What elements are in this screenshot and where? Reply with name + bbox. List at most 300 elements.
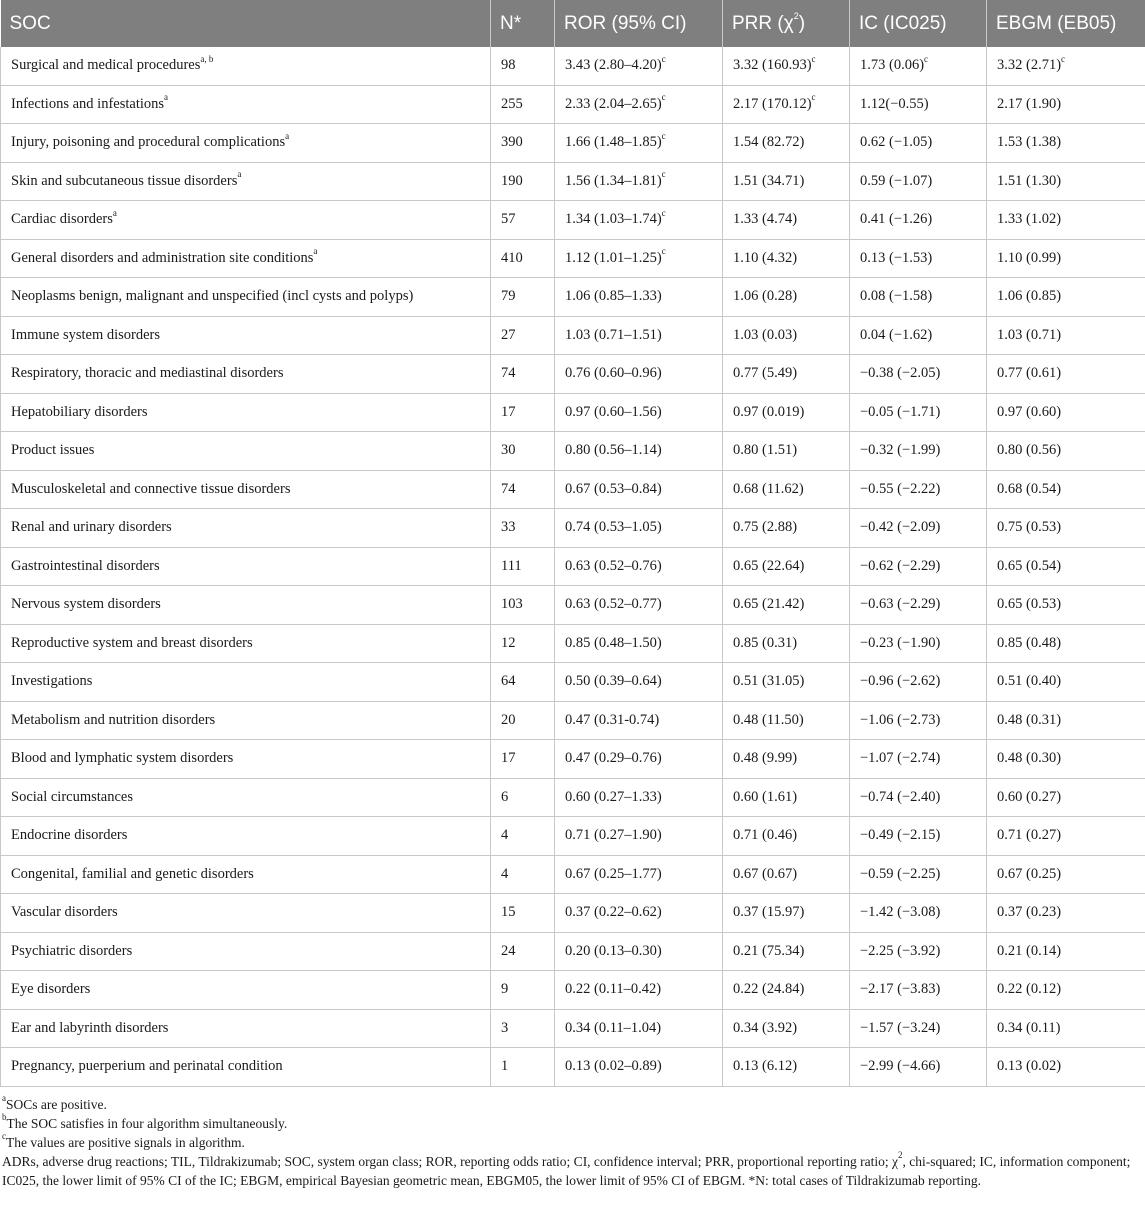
cell-ror-text: 0.71 (0.27–1.90) <box>565 827 662 844</box>
cell-soc <box>1 624 491 663</box>
table-row <box>1 778 1145 817</box>
cell-ror <box>555 663 723 702</box>
cell-soc-text: Musculoskeletal and connective tissue disorders <box>11 480 291 497</box>
cell-prr <box>723 624 850 663</box>
cell-ror-text: 0.47 (0.29–0.76) <box>565 750 662 767</box>
cell-n-text: 9 <box>501 981 509 998</box>
cell-ebgm <box>987 855 1145 894</box>
cell-prr <box>723 1009 850 1048</box>
cell-ebgm-text: 0.77 (0.61) <box>997 365 1062 382</box>
cell-ic-text: −0.23 (−1.90) <box>860 634 941 651</box>
cell-ebgm <box>987 278 1145 317</box>
cell-ebgm <box>987 162 1145 201</box>
footnote-a <box>2 1095 1143 1114</box>
cell-soc-text: Immune system disorders <box>11 326 161 343</box>
cell-soc <box>1 316 491 355</box>
cell-soc-text: Psychiatric disorders <box>11 942 133 959</box>
cell-n-text: 64 <box>501 673 516 690</box>
cell-ror-text: 1.06 (0.85–1.33) <box>565 288 662 305</box>
cell-ic <box>850 778 987 817</box>
cell-prr-text: 1.06 (0.28) <box>733 288 798 305</box>
abbr-part1: ADRs, adverse drug reactions; TIL, Tildrakizumab; SOC, system organ class; ROR, reporting odds ratio; CI, confidence interval; PRR, proportional reporting ratio; χ <box>2 1153 898 1169</box>
cell-soc <box>1 740 491 779</box>
cell-ic <box>850 624 987 663</box>
cell-n-text: 30 <box>501 442 516 459</box>
cell-ror <box>555 124 723 163</box>
cell-ror-text: 0.63 (0.52–0.76) <box>565 557 662 574</box>
cell-prr-text: 1.51 (34.71) <box>733 172 805 189</box>
cell-soc-footnote-mark: a <box>112 207 117 218</box>
cell-ror <box>555 1048 723 1087</box>
header-prr-post: ) <box>798 12 806 34</box>
cell-ror-text: 0.63 (0.52–0.77) <box>565 596 662 613</box>
cell-n <box>491 1009 555 1048</box>
cell-n <box>491 316 555 355</box>
cell-ror <box>555 894 723 933</box>
cell-n-text: 15 <box>501 904 516 921</box>
cell-ebgm-text: 1.53 (1.38) <box>997 134 1062 151</box>
cell-soc-text: Endocrine disorders <box>11 827 128 844</box>
cell-soc-text: Neoplasms benign, malignant and unspecified (incl cysts and polyps) <box>11 288 414 305</box>
cell-ror-text: 0.85 (0.48–1.50) <box>565 634 662 651</box>
cell-ror <box>555 47 723 85</box>
table-row <box>1 701 1145 740</box>
cell-ic <box>850 432 987 471</box>
cell-ic-text: −0.42 (−2.09) <box>860 519 941 536</box>
cell-n-text: 20 <box>501 711 516 728</box>
cell-prr <box>723 778 850 817</box>
cell-prr <box>723 124 850 163</box>
footnote-b <box>2 1114 1143 1133</box>
cell-ebgm-footnote-mark: c <box>1061 53 1066 64</box>
cell-soc <box>1 932 491 971</box>
cell-n <box>491 278 555 317</box>
cell-n <box>491 124 555 163</box>
cell-ror-text: 0.20 (0.13–0.30) <box>565 942 662 959</box>
cell-prr-text: 0.48 (11.50) <box>733 711 804 728</box>
cell-ic <box>850 124 987 163</box>
cell-soc-text: Skin and subcutaneous tissue disorders <box>11 172 238 189</box>
table-row <box>1 432 1145 471</box>
cell-n <box>491 47 555 85</box>
cell-soc <box>1 701 491 740</box>
cell-n <box>491 855 555 894</box>
cell-ebgm <box>987 239 1145 278</box>
cell-soc-text: Ear and labyrinth disorders <box>11 1019 169 1036</box>
header-ror: ROR (95% CI) <box>555 0 723 47</box>
cell-prr-text: 0.77 (5.49) <box>733 365 798 382</box>
cell-soc <box>1 124 491 163</box>
cell-ror-footnote-mark: c <box>661 169 666 180</box>
cell-ic-text: −0.55 (−2.22) <box>860 480 941 497</box>
cell-prr-text: 0.67 (0.67) <box>733 865 798 882</box>
cell-ror <box>555 509 723 548</box>
cell-ebgm-text: 0.85 (0.48) <box>997 634 1062 651</box>
cell-n-text: 4 <box>501 827 509 844</box>
table-row <box>1 47 1145 85</box>
cell-ebgm-text: 0.97 (0.60) <box>997 403 1062 420</box>
cell-ror <box>555 470 723 509</box>
cell-soc <box>1 547 491 586</box>
cell-ror-text: 0.50 (0.39–0.64) <box>565 673 662 690</box>
cell-ebgm-text: 1.10 (0.99) <box>997 249 1062 266</box>
cell-ror-footnote-mark: c <box>661 246 666 257</box>
cell-prr <box>723 663 850 702</box>
cell-prr-text: 0.85 (0.31) <box>733 634 798 651</box>
cell-prr <box>723 509 850 548</box>
cell-ror <box>555 316 723 355</box>
header-row <box>1 0 1145 47</box>
cell-ic <box>850 239 987 278</box>
cell-soc-text: Nervous system disorders <box>11 596 161 613</box>
cell-n <box>491 894 555 933</box>
cell-n-text: 79 <box>501 288 516 305</box>
cell-ebgm-text: 1.03 (0.71) <box>997 326 1062 343</box>
cell-ebgm <box>987 778 1145 817</box>
cell-ebgm-text: 0.80 (0.56) <box>997 442 1062 459</box>
cell-n-text: 390 <box>501 134 523 151</box>
cell-prr-text: 0.71 (0.46) <box>733 827 798 844</box>
cell-ror-footnote-mark: c <box>661 53 666 64</box>
cell-n-text: 98 <box>501 57 516 74</box>
cell-ror-footnote-mark: c <box>661 92 666 103</box>
cell-ebgm-text: 2.17 (1.90) <box>997 95 1062 112</box>
cell-soc <box>1 278 491 317</box>
cell-prr-text: 0.37 (15.97) <box>733 904 805 921</box>
cell-soc-text: Blood and lymphatic system disorders <box>11 750 234 767</box>
cell-n-text: 27 <box>501 326 516 343</box>
cell-soc <box>1 85 491 124</box>
cell-n-text: 6 <box>501 788 509 805</box>
cell-ror <box>555 162 723 201</box>
cell-n <box>491 201 555 240</box>
cell-soc <box>1 509 491 548</box>
cell-ic-text: −0.63 (−2.29) <box>860 596 941 613</box>
cell-soc-text: Eye disorders <box>11 981 91 998</box>
cell-ebgm <box>987 47 1145 85</box>
cell-ic-text: 0.59 (−1.07) <box>860 172 933 189</box>
table-row <box>1 894 1145 933</box>
cell-n <box>491 509 555 548</box>
cell-soc <box>1 393 491 432</box>
cell-ebgm <box>987 701 1145 740</box>
cell-prr <box>723 278 850 317</box>
cell-prr <box>723 162 850 201</box>
cell-prr-text: 2.17 (170.12) <box>733 95 812 112</box>
cell-n-text: 24 <box>501 942 516 959</box>
cell-soc-footnote-mark: a <box>237 169 242 180</box>
abbr-sup: 2 <box>897 1150 903 1161</box>
cell-soc <box>1 663 491 702</box>
cell-ror-text: 0.13 (0.02–0.89) <box>565 1058 662 1075</box>
cell-ic-text: −0.74 (−2.40) <box>860 788 941 805</box>
cell-ic-text: −0.38 (−2.05) <box>860 365 941 382</box>
cell-ic-text: −2.99 (−4.66) <box>860 1058 941 1075</box>
cell-ror <box>555 393 723 432</box>
cell-soc-text: Renal and urinary disorders <box>11 519 172 536</box>
cell-ror <box>555 355 723 394</box>
cell-ebgm-text: 0.75 (0.53) <box>997 519 1062 536</box>
cell-ror <box>555 85 723 124</box>
cell-prr-text: 0.51 (31.05) <box>733 673 805 690</box>
cell-n <box>491 470 555 509</box>
cell-ebgm-text: 0.51 (0.40) <box>997 673 1062 690</box>
cell-n <box>491 1048 555 1087</box>
cell-soc-footnote-mark: a <box>313 246 318 257</box>
cell-n <box>491 971 555 1010</box>
cell-ror-text: 1.66 (1.48–1.85) <box>565 134 662 151</box>
cell-ebgm <box>987 124 1145 163</box>
table-row <box>1 932 1145 971</box>
cell-n-text: 410 <box>501 249 523 266</box>
table-row <box>1 1009 1145 1048</box>
cell-prr-text: 0.65 (21.42) <box>733 596 805 613</box>
cell-soc-text: General disorders and administration site conditions <box>11 249 314 266</box>
cell-ror <box>555 740 723 779</box>
cell-ebgm-text: 0.48 (0.30) <box>997 750 1062 767</box>
cell-ic-text: −0.96 (−2.62) <box>860 673 941 690</box>
cell-n <box>491 740 555 779</box>
table-row <box>1 316 1145 355</box>
cell-ebgm <box>987 740 1145 779</box>
table-body <box>1 47 1145 1086</box>
table-row <box>1 663 1145 702</box>
cell-soc <box>1 201 491 240</box>
cell-prr-text: 0.80 (1.51) <box>733 442 798 459</box>
table-header <box>1 0 1145 47</box>
cell-ebgm <box>987 663 1145 702</box>
cell-n <box>491 355 555 394</box>
cell-ror-text: 0.37 (0.22–0.62) <box>565 904 662 921</box>
cell-ebgm-text: 3.32 (2.71) <box>997 57 1062 74</box>
cell-ror <box>555 932 723 971</box>
cell-ic <box>850 701 987 740</box>
cell-soc <box>1 855 491 894</box>
cell-prr <box>723 586 850 625</box>
abbreviations-note <box>2 1152 1143 1190</box>
cell-n <box>491 393 555 432</box>
table-row <box>1 855 1145 894</box>
cell-prr-text: 0.65 (22.64) <box>733 557 805 574</box>
cell-soc <box>1 239 491 278</box>
cell-ebgm-text: 1.06 (0.85) <box>997 288 1062 305</box>
cell-ror-text: 0.60 (0.27–1.33) <box>565 788 662 805</box>
cell-ic <box>850 817 987 856</box>
cell-prr-text: 0.75 (2.88) <box>733 519 798 536</box>
footnote-b-mark: b <box>2 1112 7 1123</box>
cell-soc <box>1 586 491 625</box>
cell-ror-text: 0.80 (0.56–1.14) <box>565 442 662 459</box>
cell-ic <box>850 47 987 85</box>
cell-prr-text: 0.97 (0.019) <box>733 403 805 420</box>
cell-ic <box>850 278 987 317</box>
cell-ebgm <box>987 547 1145 586</box>
cell-soc-text: Metabolism and nutrition disorders <box>11 711 216 728</box>
cell-n <box>491 817 555 856</box>
cell-prr <box>723 316 850 355</box>
cell-ic <box>850 855 987 894</box>
cell-n-text: 17 <box>501 750 516 767</box>
table-row <box>1 470 1145 509</box>
cell-ic <box>850 162 987 201</box>
cell-prr-text: 0.22 (24.84) <box>733 981 805 998</box>
cell-ebgm-text: 0.68 (0.54) <box>997 480 1062 497</box>
cell-ebgm-text: 0.21 (0.14) <box>997 942 1062 959</box>
cell-ic <box>850 547 987 586</box>
cell-prr <box>723 817 850 856</box>
cell-n-text: 12 <box>501 634 516 651</box>
cell-soc <box>1 1009 491 1048</box>
cell-soc-text: Product issues <box>11 442 95 459</box>
cell-n-text: 74 <box>501 365 516 382</box>
cell-soc-text: Social circumstances <box>11 788 133 805</box>
cell-ic-text: 0.13 (−1.53) <box>860 249 933 266</box>
cell-ror <box>555 278 723 317</box>
cell-n-text: 57 <box>501 211 516 228</box>
cell-soc <box>1 778 491 817</box>
cell-ror <box>555 778 723 817</box>
footnote-c <box>2 1133 1143 1152</box>
cell-prr-text: 0.68 (11.62) <box>733 480 804 497</box>
cell-n-text: 111 <box>501 557 522 574</box>
cell-ic <box>850 586 987 625</box>
cell-ebgm-text: 0.71 (0.27) <box>997 827 1062 844</box>
table-row <box>1 393 1145 432</box>
cell-ic-text: 1.73 (0.06) <box>860 57 925 74</box>
cell-ror <box>555 855 723 894</box>
cell-ic-text: 1.12(−0.55) <box>860 95 929 112</box>
cell-soc <box>1 355 491 394</box>
table-row <box>1 355 1145 394</box>
cell-n <box>491 85 555 124</box>
cell-ror <box>555 586 723 625</box>
cell-ebgm <box>987 432 1145 471</box>
cell-n-text: 255 <box>501 95 523 112</box>
cell-ic-text: 0.62 (−1.05) <box>860 134 933 151</box>
table-row <box>1 239 1145 278</box>
cell-ror <box>555 971 723 1010</box>
header-prr-pre: PRR ( <box>732 12 784 34</box>
cell-ic-text: −0.59 (−2.25) <box>860 865 941 882</box>
table-row <box>1 85 1145 124</box>
cell-prr-text: 1.03 (0.03) <box>733 326 798 343</box>
cell-ebgm <box>987 470 1145 509</box>
cell-prr <box>723 239 850 278</box>
cell-ic <box>850 355 987 394</box>
cell-ic-text: −0.49 (−2.15) <box>860 827 941 844</box>
cell-ror <box>555 239 723 278</box>
table-row <box>1 162 1145 201</box>
cell-prr <box>723 971 850 1010</box>
cell-ror <box>555 624 723 663</box>
cell-n <box>491 239 555 278</box>
cell-soc-text: Investigations <box>11 673 93 690</box>
cell-ebgm-text: 0.65 (0.53) <box>997 596 1062 613</box>
table-row <box>1 124 1145 163</box>
cell-ror-text: 0.22 (0.11–0.42) <box>565 981 662 998</box>
cell-prr-text: 0.13 (6.12) <box>733 1058 798 1075</box>
cell-ror-text: 0.47 (0.31-0.74) <box>565 711 660 728</box>
footnote-c-mark: c <box>2 1131 6 1142</box>
cell-n-text: 1 <box>501 1058 509 1075</box>
cell-soc <box>1 1048 491 1087</box>
cell-ror-text: 1.34 (1.03–1.74) <box>565 211 662 228</box>
cell-soc <box>1 470 491 509</box>
cell-soc-text: Gastrointestinal disorders <box>11 557 160 574</box>
cell-prr <box>723 894 850 933</box>
cell-ebgm <box>987 85 1145 124</box>
header-prr-chi: χ <box>783 12 794 34</box>
footnote-b-text: The SOC satisfies in four algorithm simultaneously. <box>6 1115 288 1131</box>
cell-ic-text: −1.06 (−2.73) <box>860 711 941 728</box>
cell-n <box>491 162 555 201</box>
cell-ebgm <box>987 817 1145 856</box>
cell-ic-text: −1.07 (−2.74) <box>860 750 941 767</box>
cell-prr <box>723 47 850 85</box>
cell-ebgm <box>987 316 1145 355</box>
table-row <box>1 971 1145 1010</box>
cell-ebgm <box>987 393 1145 432</box>
table-row <box>1 278 1145 317</box>
cell-ror <box>555 432 723 471</box>
cell-soc <box>1 432 491 471</box>
cell-prr <box>723 932 850 971</box>
cell-ror-text: 0.67 (0.25–1.77) <box>565 865 662 882</box>
cell-soc-text: Congenital, familial and genetic disorders <box>11 865 254 882</box>
cell-prr-text: 0.34 (3.92) <box>733 1019 798 1036</box>
cell-ic <box>850 201 987 240</box>
cell-prr-text: 1.10 (4.32) <box>733 249 798 266</box>
cell-ic <box>850 663 987 702</box>
cell-ic-text: −1.42 (−3.08) <box>860 904 941 921</box>
cell-n-text: 33 <box>501 519 516 536</box>
cell-ror <box>555 201 723 240</box>
header-ebgm: EBGM (EB05) <box>987 0 1145 47</box>
cell-n-text: 103 <box>501 596 523 613</box>
cell-n <box>491 932 555 971</box>
cell-ebgm <box>987 932 1145 971</box>
cell-soc <box>1 817 491 856</box>
cell-ic-text: −0.62 (−2.29) <box>860 557 941 574</box>
cell-n <box>491 663 555 702</box>
cell-ebgm <box>987 1048 1145 1087</box>
cell-ic-text: 0.41 (−1.26) <box>860 211 933 228</box>
cell-prr <box>723 201 850 240</box>
cell-ebgm-text: 0.37 (0.23) <box>997 904 1062 921</box>
cell-soc-text: Vascular disorders <box>11 904 118 921</box>
cell-n <box>491 432 555 471</box>
cell-ic-footnote-mark: c <box>924 53 929 64</box>
cell-ror-footnote-mark: c <box>661 130 666 141</box>
cell-ebgm-text: 1.33 (1.02) <box>997 211 1062 228</box>
table-row <box>1 586 1145 625</box>
cell-prr <box>723 85 850 124</box>
cell-prr-text: 3.32 (160.93) <box>733 57 812 74</box>
cell-ic-text: −0.05 (−1.71) <box>860 403 941 420</box>
cell-ebgm-text: 0.65 (0.54) <box>997 557 1062 574</box>
cell-ror-footnote-mark: c <box>661 207 666 218</box>
cell-ror <box>555 817 723 856</box>
cell-ebgm-text: 0.48 (0.31) <box>997 711 1062 728</box>
cell-prr <box>723 855 850 894</box>
cell-prr-text: 1.33 (4.74) <box>733 211 798 228</box>
cell-prr <box>723 740 850 779</box>
cell-soc <box>1 894 491 933</box>
cell-soc-text: Surgical and medical procedures <box>11 57 201 74</box>
cell-ic-text: −2.25 (−3.92) <box>860 942 941 959</box>
header-prr <box>723 0 850 47</box>
header-soc: SOC <box>1 0 491 47</box>
